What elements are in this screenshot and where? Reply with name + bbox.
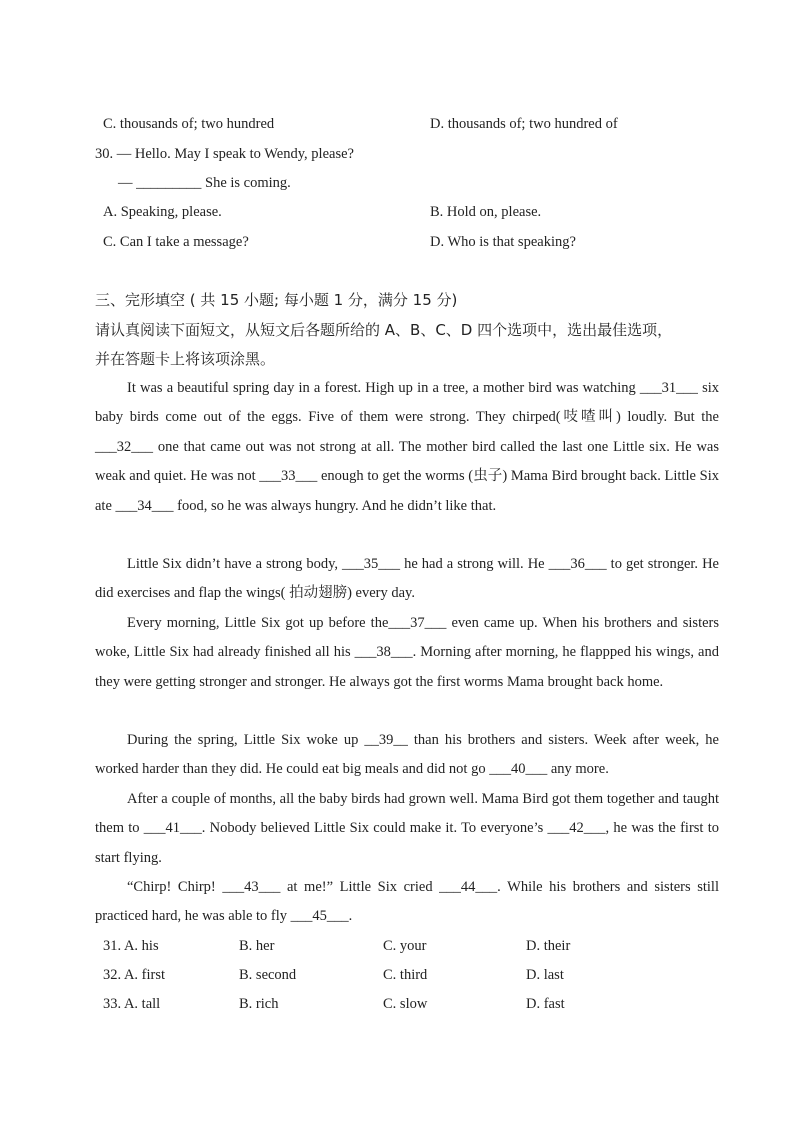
passage-text-2: Little Six didn’t have a strong body, ___35___ he had a strong will. He ___36___ to get stronger. He did exercises and flap the wings( 拍动翅膀) every day. [95,556,719,602]
passage-paragraph-4 [95,726,719,785]
passage-text-6: “Chirp! Chirp! ___43___ at me!” Little Six cried ___44___. While his brothers and sisters still practiced hard, he was able to fly ___45___. [95,879,719,925]
passage-paragraph-3 [95,609,719,697]
q32-option-d: D. last [526,967,564,983]
section-title: 三、完形填空 ( 共 15 小题; 每小题 1 分，满分 15 分) [95,291,458,309]
passage-paragraph-2 [95,550,719,609]
passage-text-4: During the spring, Little Six woke up __39__ than his brothers and sisters. Week after week, he worked harder than they did. He could eat big meals and did not go ___40___ any more. [95,732,719,778]
passage-paragraph-5 [95,785,719,873]
q33-option-c: C. slow [383,996,428,1012]
q29-option-c: C. thousands of; two hundred [103,116,275,132]
passage-paragraph-6 [95,873,719,932]
q31-option-b: B. her [239,938,275,954]
q33-option-d: D. fast [526,996,565,1012]
q31-option-d: D. their [526,938,571,954]
q31-option-c: C. your [383,938,427,954]
q33-option-b: B. rich [239,996,279,1012]
q30-stem: 30. — Hello. May I speak to Wendy, please? [95,146,354,162]
q30-option-d: D. Who is that speaking? [430,234,576,250]
q30-option-a: A. Speaking, please. [103,204,222,220]
q29-option-d: D. thousands of; two hundred of [430,116,618,132]
section-instruction-2: 并在答题卡上将该项涂黑。 [95,350,276,368]
q30-option-b: B. Hold on, please. [430,204,542,220]
q32-option-a: 32. A. first [103,967,166,983]
passage-text-5: After a couple of months, all the baby birds had grown well. Mama Bird got them together and taught them to ___41___. Nobody believed Little Six could make it. To everyone’s ___42___, he was the first to start flying. [95,791,719,866]
passage-paragraph-1 [95,374,719,521]
section-instruction-1: 请认真阅读下面短文，从短文后各题所给的 A、B、C、D 四个选项中，选出最佳选项， [95,321,673,339]
q30-option-c: C. Can I take a message? [103,234,249,250]
passage-text-1: It was a beautiful spring day in a forest. High up in a tree, a mother bird was watching ___31___ six baby birds come out of the eggs. Five of them were strong. They chirped(吱喳叫) loudly. But the ___32___ one that came out was not strong at all. The mother bird called the last one Little six. He was weak and quiet. He was not ___33___ enough to get the worms (虫子) Mama Bird brought back. Little Six ate ___34___ food, so he was always hungry. And he didn’t like that. [95,380,719,514]
q30-reply: — _________ She is coming. [118,175,291,191]
q31-option-a: 31. A. his [103,938,159,954]
q32-option-c: C. third [383,967,428,983]
passage-text-3: Every morning, Little Six got up before the___37___ even came up. When his brothers and sisters woke, Little Six had already finished all his ___38___. Morning after morning, he flappped his wings, and they were getting stronger and stronger. He always got the first worms Mama brought back home. [95,615,719,690]
q32-option-b: B. second [239,967,297,983]
q33-option-a: 33. A. tall [103,996,161,1012]
